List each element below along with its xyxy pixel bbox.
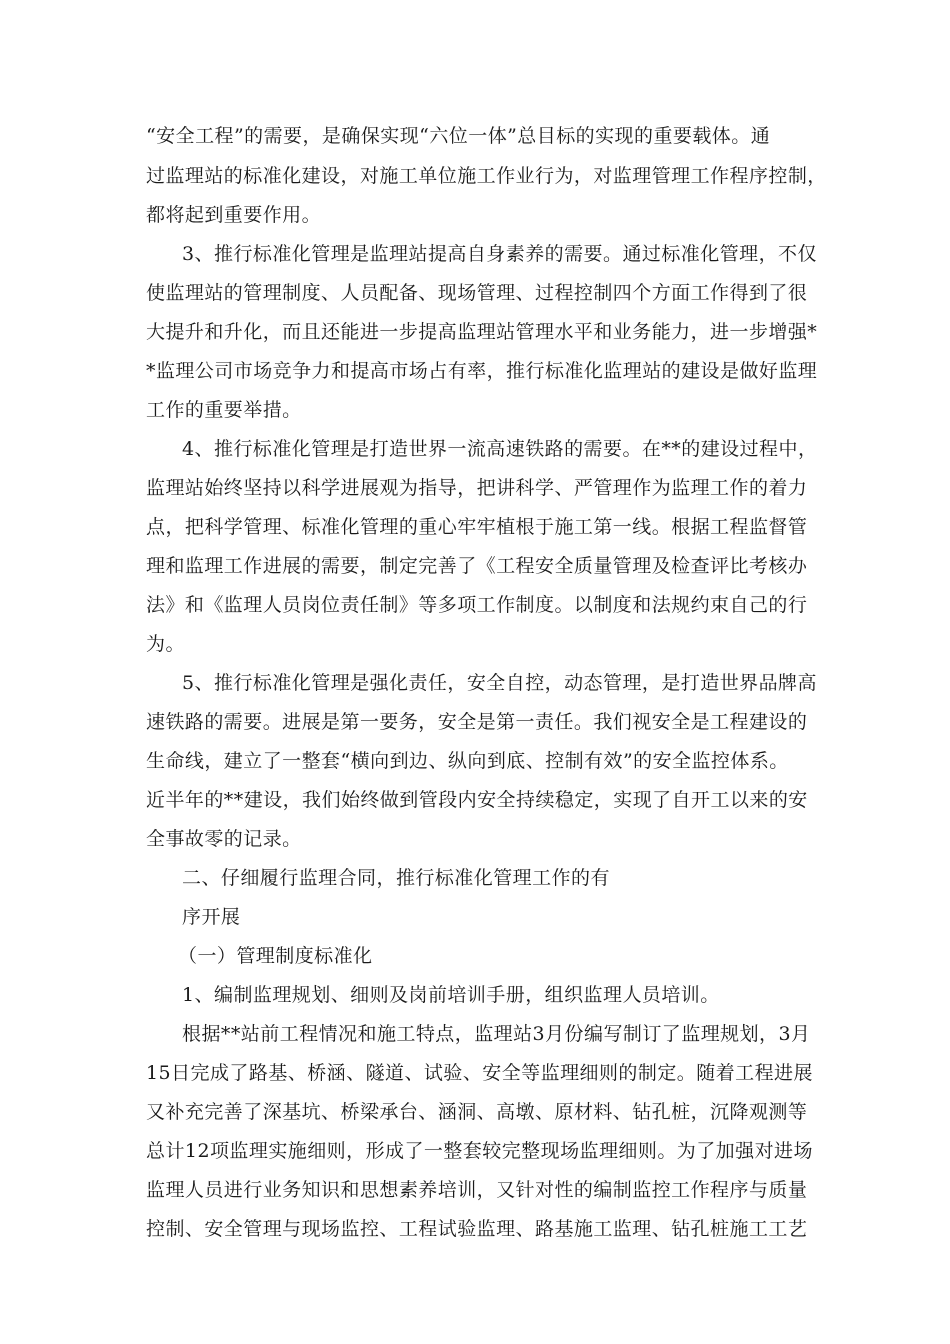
text-line: 过监理站的标准化建设，对施工单位施工作业行为，对监理管理工作程序控制， bbox=[146, 165, 827, 187]
text-line: 都将起到重要作用。 bbox=[146, 204, 322, 226]
text-line: 全事故零的记录。 bbox=[146, 828, 302, 850]
section-heading: 二、仔细履行监理合同，推行标准化管理工作的有 bbox=[182, 867, 610, 889]
text-line: 速铁路的需要。进展是第一要务，安全是第一责任。我们视安全是工程建设的 bbox=[146, 711, 808, 733]
text-line: 大提升和升化，而且还能进一步提高监理站管理水平和业务能力，进一步增强* bbox=[146, 321, 818, 343]
text-line: 又补充完善了深基坑、桥梁承台、涵洞、高墩、原材料、钻孔桩，沉降观测等 bbox=[146, 1101, 808, 1123]
text-line: *监理公司市场竞争力和提高市场占有率，推行标准化监理站的建设是做好监理 bbox=[146, 360, 818, 382]
text-line: 使监理站的管理制度、人员配备、现场管理、过程控制四个方面工作得到了很 bbox=[146, 282, 808, 304]
paragraph-start-line: 3、推行标准化管理是监理站提高自身素养的需要。通过标准化管理，不仅 bbox=[182, 243, 817, 265]
text-line: 监理人员进行业务知识和思想素养培训，又针对性的编制监控工作程序与质量 bbox=[146, 1179, 808, 1201]
text-line: 为。 bbox=[146, 633, 185, 655]
paragraph-start-line: 根据**站前工程情况和施工特点，监理站3月份编写制订了监理规划，3月 bbox=[182, 1023, 811, 1045]
text-line: 工作的重要举措。 bbox=[146, 399, 302, 421]
item-heading: 1、编制监理规划、细则及岗前培训手册，组织监理人员培训。 bbox=[182, 984, 720, 1006]
text-line: 理和监理工作进展的需要，制定完善了《工程安全质量管理及检查评比考核办 bbox=[146, 555, 808, 577]
paragraph-start-line: 4、推行标准化管理是打造世界一流高速铁路的需要。在**的建设过程中， bbox=[182, 438, 818, 460]
text-line: 控制、安全管理与现场监控、工程试验监理、路基施工监理、钻孔桩施工工艺 bbox=[146, 1218, 808, 1240]
text-line: 15日完成了路基、桥涵、隧道、试验、安全等监理细则的制定。随着工程进展 bbox=[146, 1062, 813, 1084]
text-line: 点，把科学管理、标准化管理的重心牢牢植根于施工第一线。根据工程监督管 bbox=[146, 516, 808, 538]
paragraph-start-line: 5、推行标准化管理是强化责任，安全自控，动态管理，是打造世界品牌高 bbox=[182, 672, 817, 694]
text-line: 总计12项监理实施细则，形成了一整套较完整现场监理细则。为了加强对进场 bbox=[146, 1140, 813, 1162]
text-line: 法》和《监理人员岗位责任制》等多项工作制度。以制度和法规约束自己的行 bbox=[146, 594, 808, 616]
text-line: 近半年的**建设，我们始终做到管段内安全持续稳定，实现了自开工以来的安 bbox=[146, 789, 808, 811]
subsection-heading: （一）管理制度标准化 bbox=[178, 945, 373, 967]
text-line: 监理站始终坚持以科学进展观为指导，把讲科学、严管理作为监理工作的着力 bbox=[146, 477, 808, 499]
text-line: “安全工程”的需要，是确保实现“六位一体”总目标的实现的重要载体。通 bbox=[146, 125, 771, 147]
text-line: 生命线，建立了一整套“横向到边、纵向到底、控制有效”的安全监控体系。 bbox=[146, 750, 789, 772]
section-heading-continued: 序开展 bbox=[182, 906, 241, 928]
